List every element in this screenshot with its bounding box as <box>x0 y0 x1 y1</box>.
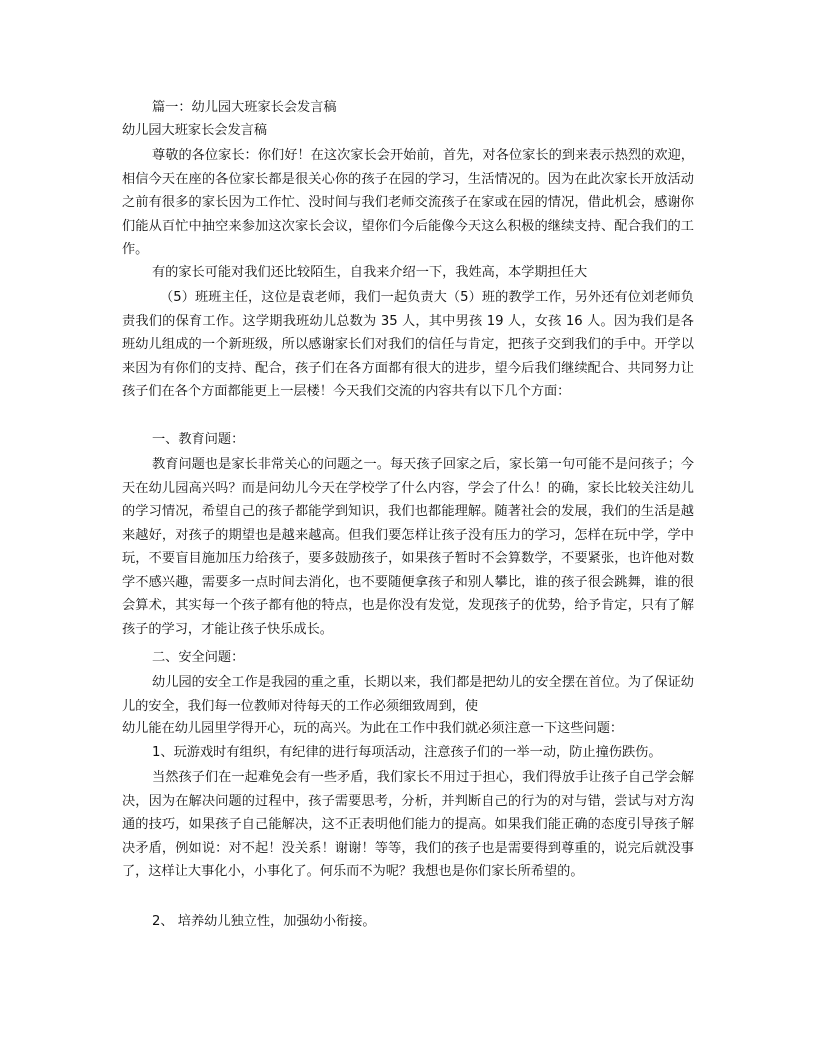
paragraph-education: 教育问题也是家长非常关心的问题之一。每天孩子回家之后，家长第一句可能不是问孩子；今天在幼儿园高兴吗？而是问幼儿今天在学校学了什么内容，学会了什么！的确，家长比较关注幼儿的学习情况，希望自己的孩子都能学到知识，我们也都能理解。随著社会的发展，我们的生活是越来越好，对孩子的期望也是越来越高。但我们要怎样让孩子没有压力的学习，怎样在玩中学，学中玩，不要盲目施加压力给孩子，要多鼓励孩子，如果孩子暂时不会算数学，不要紧张，也许他对数学不感兴趣，需要多一点时间去消化，也不要随便拿孩子和别人攀比，谁的孩子很会跳舞，谁的很会算术，其实每一个孩子都有他的特点，也是你没有发觉，发现孩子的优势，给予肯定，只有了解孩子的学习，才能让孩子快乐成长。 <box>122 457 694 637</box>
paragraph-conflicts: 当然孩子们在一起难免会有一些矛盾，我们家长不用过于担心，我们得放手让孩子自己学会解决，因为在解决问题的过程中，孩子需要思考，分析，并判断自己的行为的对与错，尝试与对方沟通的技巧，如果孩子自己能解决，这不正表明他们能力的提高。如果我们能正确的态度引导孩子解决矛盾，例如说：对不起！没关系！谢谢！等等，我们的孩子也是需要得到尊重的，说完后就没事了，这样让大事化小，小事化了。何乐而不为呢？我想也是你们家长所希望的。 <box>122 770 694 879</box>
paragraph-greeting: 尊敬的各位家长：你们好！在这次家长会开始前，首先，对各位家长的到来表示热烈的欢迎，相信今天在座的各位家长都是很关心你的孩子在园的学习，生活情况的。因为在此次家长开放活动之前有很多的家长因为工作忙、没时间与我们老师交流孩子在家或在园的情况，借此机会，感谢你们能从百忙中抽空来参加这次家长会议，望你们今后能像今天这么积极的继续支持、配合我们的工作。 <box>122 148 694 257</box>
paragraph-safety-continued: 幼儿能在幼儿园里学得开心，玩的高兴。为此在工作中我们就必须注意一下这些问题： <box>122 721 624 736</box>
paragraph-intro: （5）班班主任，这位是袁老师，我们一起负责大（5）班的教学工作，另外还有位刘老师负责我们的保育工作。这学期我班幼儿总数为 35 人，其中男孩 19 人，女孩 16 人。因为我们是各班幼儿组成的一个新班级，所以感谢家长们对我们的信任与肯定，把孩子交到我们的手中。开学以来因为有你们的支持、配合，孩子们在各方面都有很大的进步，望今后我们继续配合、共同努力让孩子们在各个方面都能更上一层楼！今天我们交流的内容共有以下几个方面： <box>122 290 694 399</box>
paragraph-safety: 幼儿园的安全工作是我园的重之重，长期以来，我们都是把幼儿的安全摆在首位。为了保证幼儿的安全，我们每一位教师对待每天的工作必须细致周到，使 <box>122 675 694 714</box>
heading-title: 幼儿园大班家长会发言稿 <box>122 123 268 138</box>
list-item-1: 1、玩游戏时有组织，有纪律的进行每项活动，注意孩子们的一举一动，防止撞伤跌伤。 <box>152 745 662 760</box>
section-heading-safety: 二、安全问题： <box>152 650 245 665</box>
section-heading-education: 一、教育问题： <box>152 432 245 447</box>
paragraph-intro-line: 有的家长可能对我们还比较陌生，自我来介绍一下，我姓高，本学期担任大 <box>152 265 588 280</box>
heading-chapter: 篇一：幼儿园大班家长会发言稿 <box>152 100 337 115</box>
list-item-2: 2、 培养幼儿独立性，加强幼小衔接。 <box>152 914 376 929</box>
